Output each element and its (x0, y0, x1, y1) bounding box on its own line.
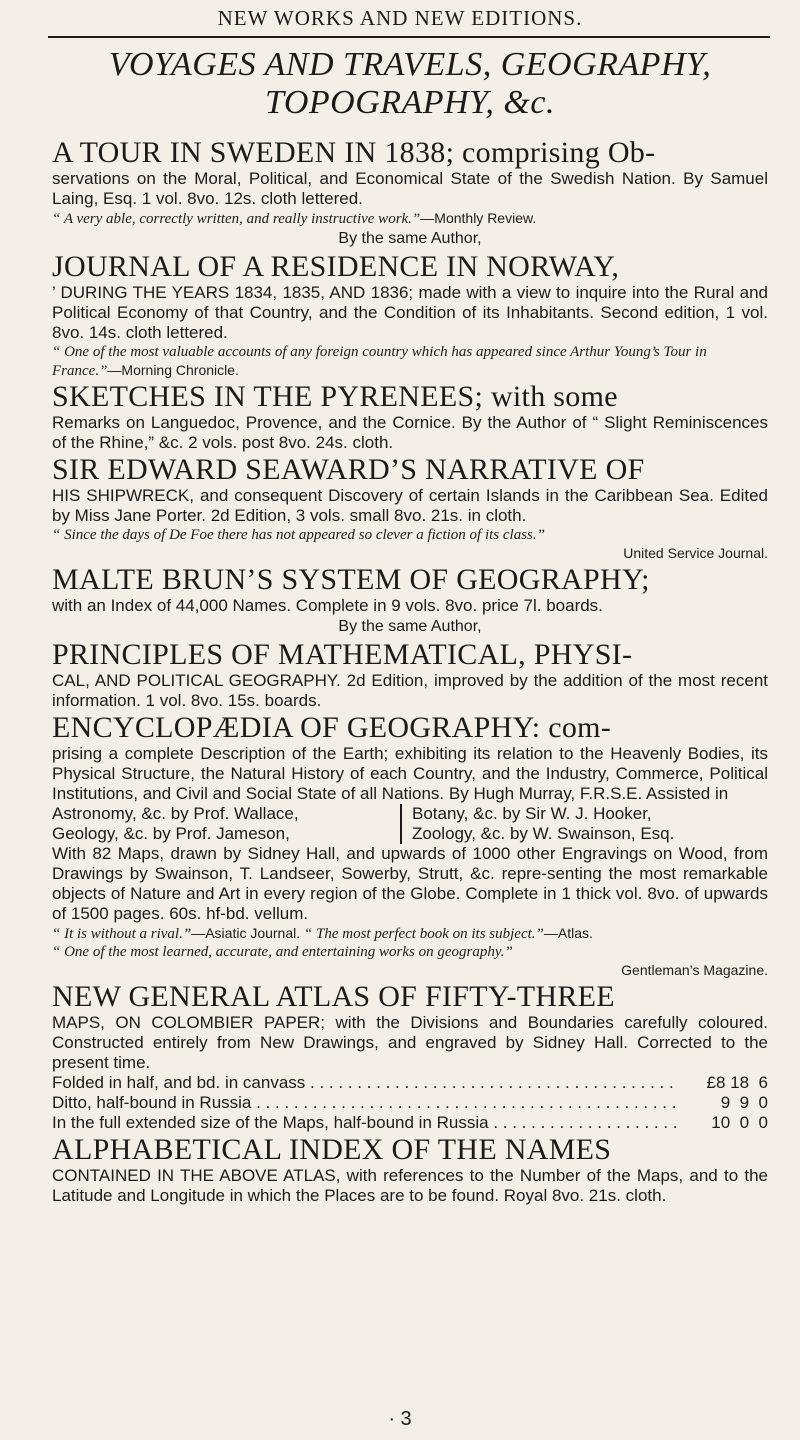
price-label: Ditto, half-bound in Russia . . . (52, 1093, 676, 1113)
entry-heading: JOURNAL OF A RESIDENCE IN NORWAY, (52, 250, 620, 283)
price-row (52, 1093, 768, 1113)
price-amount: 9 9 0 (720, 1093, 768, 1112)
entry-description: prising a complete Description of the Earth; exhibiting its relation to the Heavenly Bodies, its Physical Structure, the Natural History of each Country, and the Industry, Commerce, Political Institutions, and Civil and Social State of all Nations. By Hugh Murray, F.R.S.E. Assisted in (52, 744, 768, 803)
entry-heading: NEW GENERAL ATLAS OF FIFTY-THREE (52, 980, 615, 1013)
entry-heading: SKETCHES IN THE PYRENEES; with some (52, 380, 618, 413)
review-quote: “ A very able, correctly written, and really instructive work.”—Monthly Review. (52, 210, 537, 227)
entry-new-general-atlas (52, 980, 768, 1133)
entry-description: with an Index of 44,000 Names. Complete in 9 vols. 8vo. price 7l. boards. (52, 596, 603, 615)
review-quote: “ One of the most learned, accurate, and entertaining works on geography.” (52, 944, 513, 960)
entry-sketches-in-pyrenees (52, 380, 768, 453)
entry-heading: A TOUR IN SWEDEN IN 1838; comprising Ob- (52, 136, 656, 169)
entry-description: Remarks on Languedoc, Provence, and the Cornice. By the Author of “ Slight Reminiscences of the Rhine,” &c. 2 vols. post 8vo. 24s. cloth. (52, 413, 768, 452)
review-quote: “ Since the days of De Foe there has not appeared so clever a fiction of its class.” (52, 527, 545, 543)
entry-description-continued: With 82 Maps, drawn by Sidney Hall, and upwards of 1000 other Engravings on Wood, from Drawings by Swainson, T. Landseer, Sowerby, Strutt, &c. repre-senting the most remarkable objects of Nature and Art in every region of the Globe. Complete in 1 thick vol. 8vo. of upwards of 1500 pages. 60s. hf-bd. vellum. (52, 844, 768, 923)
contributors-left (52, 804, 402, 844)
entry-description: MAPS, ON COLOMBIER PAPER; with the Divisions and Boundaries carefully coloured. Constructed entirely from New Drawings, and engraved by Sidney Hall. Corrected to the present time. (52, 1013, 768, 1072)
entry-description: HIS SHIPWRECK, and consequent Discovery of certain Islands in the Caribbean Sea. Edited by Miss Jane Porter. 2d Edition, 3 vols. small 8vo. 21s. in cloth. (52, 486, 768, 525)
price-label: In the full extended size of the Maps, half-bound in Russia . . . (52, 1113, 676, 1133)
review-quote: “ One of the most valuable accounts of any foreign country which has appeared since Arthur Young’s Tour in France.”—Morning Chronicle. (52, 344, 707, 379)
contributor: Geology, &c. by Prof. Jameson, (52, 824, 290, 843)
price-label: Folded in half, and bd. in canvass . . . (52, 1073, 676, 1093)
section-title-line-2: TOPOGRAPHY, &c. (265, 84, 555, 121)
contributors-right (402, 804, 674, 844)
entry-heading: MALTE BRUN’S SYSTEM OF GEOGRAPHY; (52, 563, 650, 596)
entry-heading: SIR EDWARD SEAWARD’S NARRATIVE OF (52, 453, 645, 486)
entry-encyclopaedia-of-geography (52, 711, 768, 980)
entry-description: servations on the Moral, Political, and Economical State of the Swedish Nation. By Samuel Laing, Esq. 1 vol. 8vo. 12s. cloth lettered. (52, 169, 768, 208)
review-source: United Service Journal. (623, 545, 768, 561)
section-title (52, 46, 768, 122)
entry-description: CONTAINED IN THE ABOVE ATLAS, with references to the Number of the Maps, and to the Latitude and Longitude in which the Places are to be found. Royal 8vo. 21s. cloth. (52, 1166, 768, 1205)
entry-description: ’ DURING THE YEARS 1834, 1835, AND 1836; made with a view to inquire into the Rural and Political Economy of that Country, and the Condition of its Inhabitants. Second edition, 1 vol. 8vo. 14s. cloth lettered. (52, 283, 768, 342)
by-same-author: By the same Author, (338, 618, 482, 635)
review-source: Gentleman’s Magazine. (621, 962, 768, 978)
entry-tour-in-sweden (52, 136, 768, 228)
contributor: Botany, &c. by Sir W. J. Hooker, (412, 804, 652, 823)
entry-residence-in-norway (52, 250, 768, 380)
page-number: · 3 (388, 1408, 412, 1430)
price-list (52, 1073, 768, 1133)
entry-seaward-narrative (52, 453, 768, 563)
top-rule (48, 36, 770, 38)
entries-list (52, 136, 768, 1206)
entry-heading: ENCYCLOPÆDIA OF GEOGRAPHY: com- (52, 711, 612, 744)
price-row (52, 1073, 768, 1093)
section-title-line-1: VOYAGES AND TRAVELS, GEOGRAPHY, (108, 46, 712, 83)
price-amount: £8 18 6 (706, 1073, 768, 1092)
entry-principles-of-geography (52, 638, 768, 711)
entry-alphabetical-index (52, 1133, 768, 1206)
entry-heading: PRINCIPLES OF MATHEMATICAL, PHYSI- (52, 638, 633, 671)
contributors-columns (52, 804, 768, 844)
entry-description: CAL, AND POLITICAL GEOGRAPHY. 2d Edition, improved by the addition of the most recent information. 1 vol. 8vo. 15s. boards. (52, 671, 768, 710)
entry-heading: ALPHABETICAL INDEX OF THE NAMES (52, 1133, 612, 1166)
review-quote: “ It is without a rival.”—Asiatic Journal. “ The most perfect book on its subject.”—Atlas. (52, 925, 593, 942)
running-head: NEW WORKS AND NEW EDITIONS. (217, 6, 583, 30)
price-row (52, 1113, 768, 1133)
contributor: Astronomy, &c. by Prof. Wallace, (52, 804, 299, 823)
price-amount: 10 0 0 (711, 1113, 768, 1132)
by-same-author: By the same Author, (338, 230, 482, 247)
contributor: Zoology, &c. by W. Swainson, Esq. (412, 824, 675, 843)
entry-malte-brun (52, 563, 768, 616)
